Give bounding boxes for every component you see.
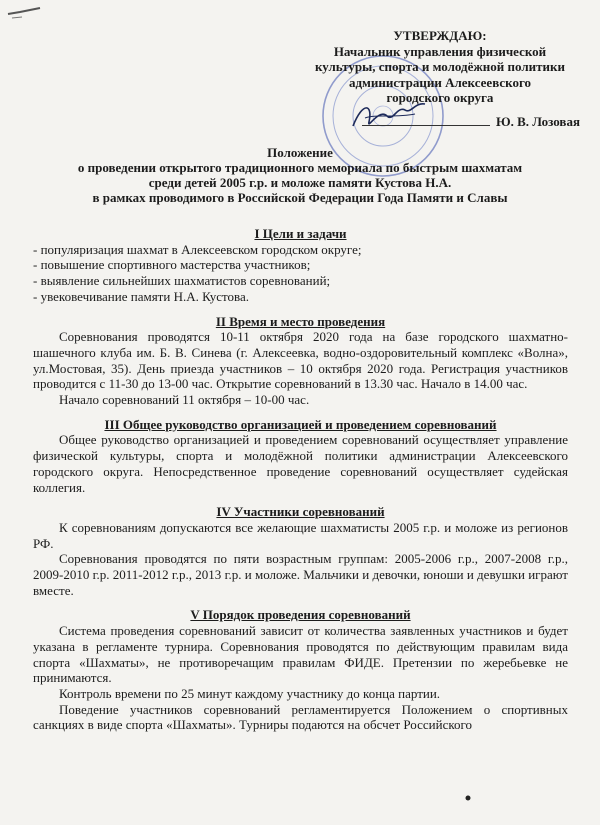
title-line2: о проведении открытого традиционного мемориала по быстрым шахматам — [77, 160, 523, 175]
signature-line — [300, 114, 580, 130]
title-line3: среди детей 2005 г.р. и моложе памяти Кустова Н.А. — [148, 175, 452, 190]
document-body — [33, 226, 568, 733]
section4-heading: IV Участники соревнований — [216, 504, 385, 520]
title-line4: в рамках проводимого в Российской Федерации Года Памяти и Славы — [92, 190, 508, 205]
section2-heading: II Время и место проведения — [215, 313, 386, 329]
section5-paragraph1: Система проведения соревнований зависит от количества заявленных участников и будет указана в регламенте турнира. Соревнования проводятся по действующим правилам вида спорта «Шахматы», не противоречащим правилам ФИДЕ. Претензии по жеребьевке не принимаются. — [33, 623, 568, 686]
section5-paragraph3: Поведение участников соревнований регламентируется Положением о спортивных санкциях в виде спорта «Шахматы». Турниры подаются на обсчет Российского — [33, 701, 568, 733]
section3-paragraph1: Общее руководство организацией и проведением соревнований осуществляет управление физической культуры, спорта и молодёжной политики администрации Алексеевского городского округа. Непосредственное проведение соревнований осуществляет судейская коллегия. — [33, 432, 568, 495]
approval-position-line2: культуры, спорта и молодёжной политики — [315, 59, 565, 74]
signer-name: Ю. В. Лозовая — [495, 113, 580, 129]
section4-paragraph1: К соревнованиям допускаются все желающие шахматисты 2005 г.р. и моложе из регионов РФ. — [33, 519, 568, 551]
section5-paragraph2: Контроль времени по 25 минут каждому участнику до конца партии. — [59, 685, 441, 701]
section4-paragraph2: Соревнования проводятся по пяти возрастным группам: 2005-2006 г.р., 2007-2008 г.р., 2009-2010 г.р. 2011-2012 г.р., 2013 г.р. и моложе. Мальчики и девочки, юноши и девушки играют вместе. — [33, 551, 568, 598]
approval-position-line4: городского округа — [386, 90, 494, 105]
goal-item: - выявление сильнейших шахматистов соревнований; — [33, 273, 331, 289]
goal-item: - популяризация шахмат в Алексеевском городском округе; — [33, 241, 362, 257]
section3-heading: III Общее руководство организацией и проведением соревнований — [104, 416, 497, 432]
goal-item: - повышение спортивного мастерства участников; — [33, 257, 311, 273]
document-title — [40, 145, 560, 205]
ink-spot — [464, 794, 472, 802]
title-line1: Положение — [267, 145, 333, 160]
signature-underline — [362, 124, 490, 126]
scan-mark-decoration — [6, 2, 42, 20]
section5-heading: V Порядок проведения соревнований — [190, 607, 411, 623]
section2-paragraph2: Начало соревнований 11 октября – 10-00 час. — [59, 392, 310, 408]
goal-item: - увековечивание памяти Н.А. Кустова. — [33, 288, 250, 304]
section2-paragraph1: Соревнования проводятся 10-11 октября 2020 года на базе городского шахматно-шашечного клуба им. Б. В. Синева (г. Алексеевка, водно-оздоровительный комплекс «Волна», ул.Мостовая, 35). День приезда участников – 10 октября 2020 года. Регистрация участников проводится с 11-30 до 13-00 час. Открытие соревнований в 13.30 час. Начало в 14.00 час. — [33, 329, 568, 392]
section1-heading: I Цели и задачи — [254, 226, 347, 241]
approval-position-line1: Начальник управления физической — [333, 43, 547, 59]
approval-block — [300, 28, 580, 129]
approval-heading: УТВЕРЖДАЮ: — [393, 28, 487, 43]
approval-position-line3: администрации Алексеевского — [348, 74, 532, 90]
